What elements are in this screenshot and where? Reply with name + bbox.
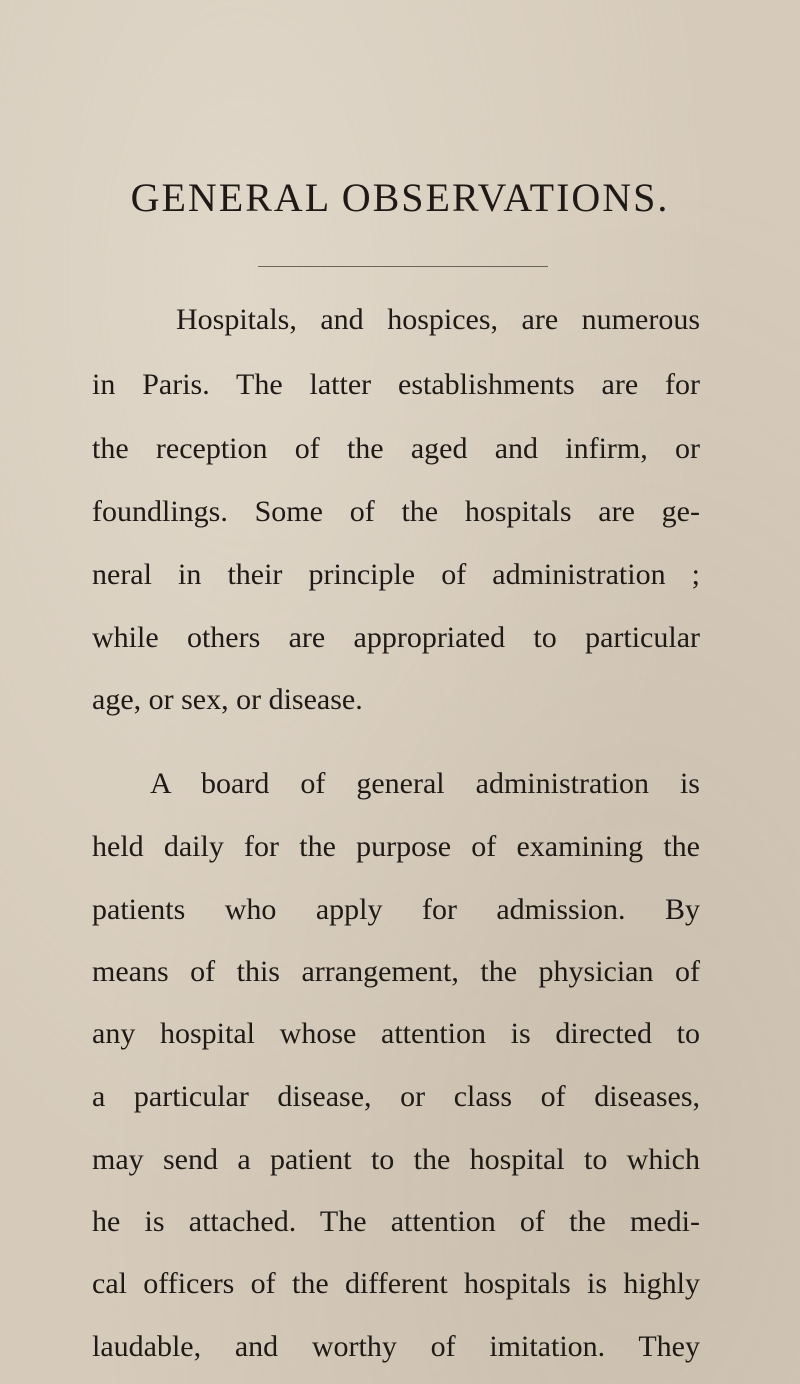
p2-line-9: cal officers of the different hospitals is highly — [92, 1267, 700, 1300]
p1-line-5: neral in their principle of administration ; — [92, 558, 700, 591]
p1-line-7: age, or sex, or disease. — [92, 683, 363, 716]
p2-line-8: he is attached. The attention of the medi- — [92, 1205, 700, 1238]
p2-line-7: may send a patient to the hospital to which — [92, 1143, 700, 1176]
p1-line-1: Hospitals, and hospices, are numerous — [176, 303, 700, 336]
p1-line-6: while others are appropriated to particular — [92, 621, 700, 654]
heading-rule — [258, 266, 548, 267]
p2-line-5: any hospital whose attention is directed to — [92, 1017, 700, 1050]
p1-line-3: the reception of the aged and infirm, or — [92, 432, 700, 465]
p2-line-10: laudable, and worthy of imitation. They — [92, 1330, 700, 1363]
p1-line-2: in Paris. The latter establishments are for — [92, 368, 700, 401]
p2-line-2: held daily for the purpose of examining the — [92, 830, 700, 863]
section-heading: GENERAL OBSERVATIONS. — [130, 175, 670, 220]
p2-line-4: means of this arrangement, the physician of — [92, 955, 700, 988]
p1-line-4: foundlings. Some of the hospitals are ge- — [92, 495, 700, 528]
p2-line-6: a particular disease, or class of diseases, — [92, 1080, 700, 1113]
p2-line-3: patients who apply for admission. By — [92, 893, 700, 926]
p2-line-1: A board of general administration is — [150, 767, 700, 800]
